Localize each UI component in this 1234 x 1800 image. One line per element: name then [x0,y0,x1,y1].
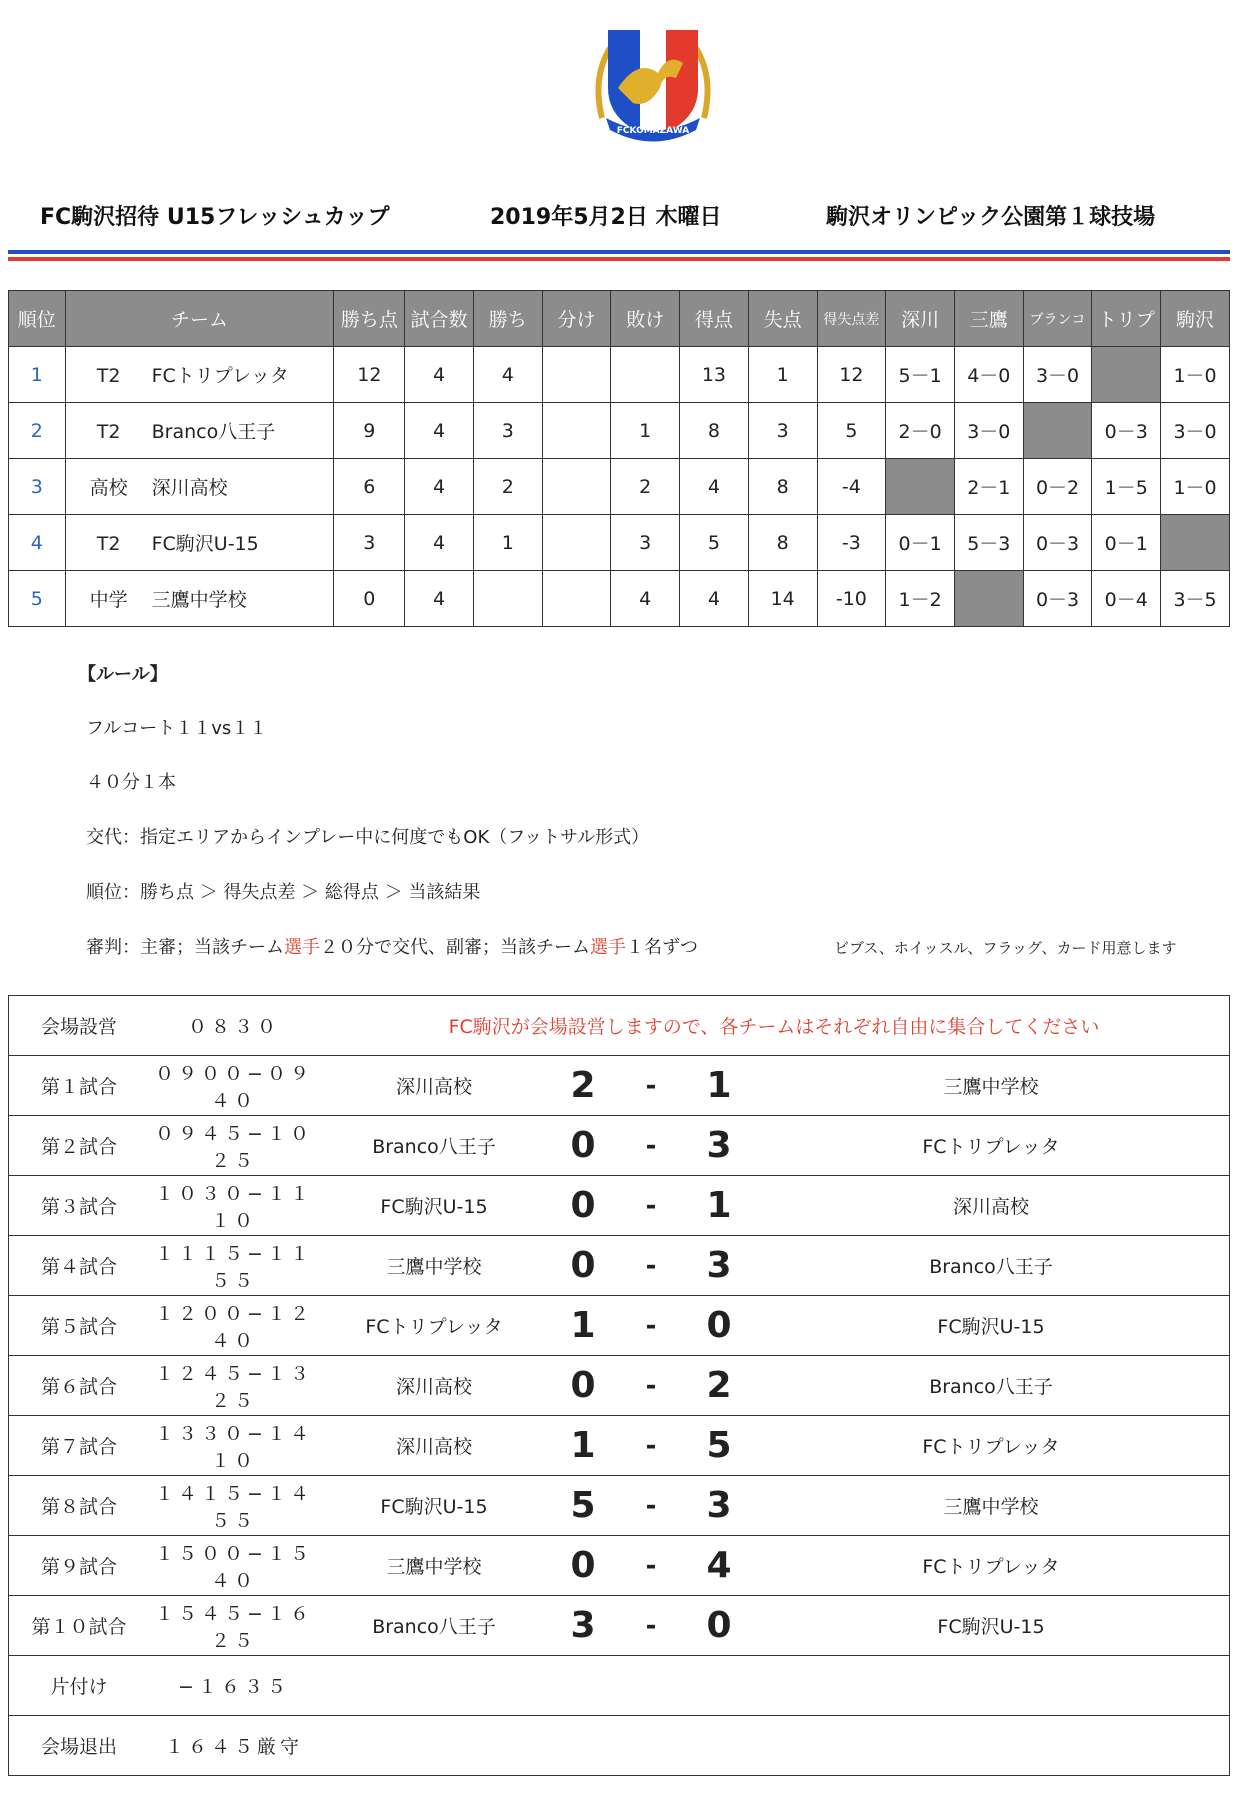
ref-text-b: ２０分で交代、副審；当該チーム [320,937,590,958]
result-cell: 3－5 [1161,571,1230,627]
home-score: 0 [549,1236,617,1296]
team-category: T2 [96,421,121,443]
rank-cell: 4 [9,515,66,571]
away-score: 3 [685,1116,753,1176]
match-time: １２００−１２４０ [149,1296,319,1356]
match-time: １１１５−１１５５ [149,1236,319,1296]
match-row [9,1236,1230,1296]
stat-w [473,571,542,627]
score-separator: - [617,1356,685,1416]
home-score: 0 [549,1536,617,1596]
self-match-cell [1161,515,1230,571]
match-row [9,1596,1230,1656]
exit-row-empty [319,1716,1230,1776]
result-cell: 5－1 [886,347,955,403]
ref-red-2: 選手 [590,937,626,958]
home-team: Branco八王子 [319,1596,549,1656]
stat-ga: 1 [748,347,817,403]
setup-label: 会場設営 [9,996,150,1056]
cleanup-row-time: −１６３５ [149,1656,319,1716]
exit-row [9,1716,1230,1776]
match-label: 第３試合 [9,1176,150,1236]
stat-pts: 6 [334,459,405,515]
score-separator: - [617,1176,685,1236]
rule-substitution: 交代：指定エリアからインプレー中に何度でもOK（フットサル形式） [86,827,650,848]
stat-ga: 3 [748,403,817,459]
event-date: 2019年5月2日 木曜日 [490,205,722,230]
stat-gd: -4 [817,459,886,515]
setup-row [9,996,1230,1056]
setup-note: FC駒沢が会場設営しますので、各チームはそれぞれ自由に集合してください [319,996,1230,1056]
stat-w: 3 [473,403,542,459]
result-cell: 3－0 [954,403,1023,459]
standings-header-cell: 得失点差 [817,291,886,347]
away-score: 3 [685,1476,753,1536]
away-score: 2 [685,1356,753,1416]
ref-red-1: 選手 [284,937,320,958]
away-score: 0 [685,1596,753,1656]
self-match-cell [1092,347,1161,403]
stat-played: 4 [405,459,474,515]
standings-header-cell: 敗け [611,291,680,347]
score-separator: - [617,1296,685,1356]
self-match-cell [1023,403,1092,459]
home-team: 深川高校 [319,1416,549,1476]
home-score: 0 [549,1176,617,1236]
team-name: Branco八王子 [151,421,276,443]
score-separator: - [617,1416,685,1476]
team-name: FCトリプレッタ [151,365,289,387]
home-team: Branco八王子 [319,1116,549,1176]
rule-duration: ４０分１本 [86,772,176,793]
away-team: FC駒沢U-15 [753,1596,1230,1656]
rule-ranking: 順位：勝ち点 ＞ 得失点差 ＞ 総得点 ＞ 当該結果 [86,882,481,903]
standings-header-cell: 順位 [9,291,66,347]
stat-l: 4 [611,571,680,627]
match-time: １４１５−１４５５ [149,1476,319,1536]
stat-gd: -3 [817,515,886,571]
match-row [9,1176,1230,1236]
stat-d [542,571,611,627]
match-row [9,1116,1230,1176]
standings-row [9,571,1230,627]
stat-d [542,403,611,459]
result-cell: 0－1 [1092,515,1161,571]
tricolor-divider [8,250,1230,261]
result-cell: 0－2 [1023,459,1092,515]
match-label: 第４試合 [9,1236,150,1296]
away-team: FC駒沢U-15 [753,1296,1230,1356]
stat-l [611,347,680,403]
match-row [9,1416,1230,1476]
home-team: 三鷹中学校 [319,1236,549,1296]
stat-w: 4 [473,347,542,403]
result-cell: 5－3 [954,515,1023,571]
team-cell [65,459,334,515]
result-cell: 0－1 [886,515,955,571]
stat-d [542,515,611,571]
team-name: 深川高校 [151,477,228,499]
stat-d [542,459,611,515]
cleanup-row [9,1656,1230,1716]
match-time: １５４５−１６２５ [149,1596,319,1656]
self-match-cell [886,459,955,515]
away-score: 4 [685,1536,753,1596]
match-time: １２４５−１３２５ [149,1356,319,1416]
event-venue: 駒沢オリンピック公園第１球技場 [826,205,1156,230]
match-row [9,1056,1230,1116]
stat-d [542,347,611,403]
match-time: ０９４５−１０２５ [149,1116,319,1176]
standings-table [8,290,1230,627]
result-cell: 3－0 [1161,403,1230,459]
stat-l: 1 [611,403,680,459]
home-team: 深川高校 [319,1356,549,1416]
score-separator: - [617,1116,685,1176]
stat-gd: -10 [817,571,886,627]
standings-row [9,347,1230,403]
stat-played: 4 [405,571,474,627]
stat-l: 3 [611,515,680,571]
away-team: FCトリプレッタ [753,1116,1230,1176]
logo-text: FCKOMAZAWA [616,126,690,136]
home-score: 0 [549,1356,617,1416]
standings-header-cell: 勝ち点 [334,291,405,347]
setup-time: ０８３０ [149,996,319,1056]
match-time: ０９００−０９４０ [149,1056,319,1116]
stat-l: 2 [611,459,680,515]
standings-header-row [9,291,1230,347]
away-team: 三鷹中学校 [753,1056,1230,1116]
standings-row [9,459,1230,515]
stat-pts: 12 [334,347,405,403]
stat-ga: 8 [748,515,817,571]
home-score: 3 [549,1596,617,1656]
standings-header-cell: ブランコ [1023,291,1092,347]
away-score: 0 [685,1296,753,1356]
standings-header-cell: 試合数 [405,291,474,347]
stat-played: 4 [405,403,474,459]
exit-row-label: 会場退出 [9,1716,150,1776]
stat-ga: 14 [748,571,817,627]
rule-equipment: ビブス、ホイッスル、フラッグ、カード用意します [834,939,1177,957]
standings-row [9,515,1230,571]
stat-gf: 5 [680,515,749,571]
team-name: 三鷹中学校 [151,589,247,611]
match-label: 第６試合 [9,1356,150,1416]
stat-w: 2 [473,459,542,515]
score-separator: - [617,1536,685,1596]
rule-court: フルコート１１vs１１ [86,718,268,739]
match-label: 第７試合 [9,1416,150,1476]
self-match-cell [954,571,1023,627]
stat-pts: 0 [334,571,405,627]
rank-cell: 2 [9,403,66,459]
match-row [9,1476,1230,1536]
home-team: FCトリプレッタ [319,1296,549,1356]
home-team: FC駒沢U-15 [319,1476,549,1536]
home-score: 2 [549,1056,617,1116]
result-cell: 1－0 [1161,347,1230,403]
team-name: FC駒沢U-15 [151,533,259,555]
score-separator: - [617,1236,685,1296]
result-cell: 4－0 [954,347,1023,403]
match-time: １５００−１５４０ [149,1536,319,1596]
team-cell [65,515,334,571]
rule-referee [86,933,698,959]
stat-gf: 13 [680,347,749,403]
cleanup-row-empty [319,1656,1230,1716]
match-label: 第８試合 [9,1476,150,1536]
cleanup-row-label: 片付け [9,1656,150,1716]
standings-header-cell: 三鷹 [954,291,1023,347]
result-cell: 1－2 [886,571,955,627]
team-category: 高校 [89,477,128,499]
away-score: 1 [685,1176,753,1236]
score-separator: - [617,1056,685,1116]
result-cell: 2－1 [954,459,1023,515]
standings-header-cell: 分け [542,291,611,347]
stat-played: 4 [405,515,474,571]
match-label: 第９試合 [9,1536,150,1596]
home-team: 三鷹中学校 [319,1536,549,1596]
standings-header-cell: チーム [65,291,334,347]
schedule-table [8,995,1230,1776]
match-label: 第１試合 [9,1056,150,1116]
away-team: FCトリプレッタ [753,1416,1230,1476]
match-label: 第１０試合 [9,1596,150,1656]
away-score: 3 [685,1236,753,1296]
team-category: T2 [96,365,121,387]
stat-gd: 5 [817,403,886,459]
standings-header-cell: 得点 [680,291,749,347]
stat-gf: 4 [680,571,749,627]
rules-title: 【ルール】 [78,664,168,685]
result-cell: 2－0 [886,403,955,459]
stat-gf: 8 [680,403,749,459]
match-time: １３３０−１４１０ [149,1416,319,1476]
team-cell [65,571,334,627]
standings-header-cell: トリプ [1092,291,1161,347]
stat-gf: 4 [680,459,749,515]
stat-w: 1 [473,515,542,571]
result-cell: 0－4 [1092,571,1161,627]
result-cell: 1－5 [1092,459,1161,515]
rank-cell: 3 [9,459,66,515]
team-cell [65,403,334,459]
ref-text-c: １名ずつ [626,937,698,958]
stat-ga: 8 [748,459,817,515]
team-category: 中学 [89,589,128,611]
rank-cell: 5 [9,571,66,627]
home-team: 深川高校 [319,1056,549,1116]
exit-row-time: １６４５厳守 [149,1716,319,1776]
team-category: T2 [96,533,121,555]
match-row [9,1356,1230,1416]
standings-header-cell: 勝ち [473,291,542,347]
away-team: Branco八王子 [753,1356,1230,1416]
away-team: Branco八王子 [753,1236,1230,1296]
stat-played: 4 [405,347,474,403]
away-score: 1 [685,1056,753,1116]
home-score: 1 [549,1416,617,1476]
standings-header-cell: 深川 [886,291,955,347]
stat-pts: 3 [334,515,405,571]
standings-row [9,403,1230,459]
home-score: 0 [549,1116,617,1176]
result-cell: 0－3 [1092,403,1161,459]
match-label: 第５試合 [9,1296,150,1356]
match-row [9,1536,1230,1596]
away-team: 三鷹中学校 [753,1476,1230,1536]
standings-header-cell: 駒沢 [1161,291,1230,347]
score-separator: - [617,1596,685,1656]
match-time: １０３０−１１１０ [149,1176,319,1236]
score-separator: - [617,1476,685,1536]
stat-pts: 9 [334,403,405,459]
away-team: FCトリプレッタ [753,1536,1230,1596]
rank-cell: 1 [9,347,66,403]
match-label: 第２試合 [9,1116,150,1176]
result-cell: 0－3 [1023,515,1092,571]
home-score: 1 [549,1296,617,1356]
match-row [9,1296,1230,1356]
result-cell: 0－3 [1023,571,1092,627]
fc-komazawa-logo [588,18,718,153]
away-score: 5 [685,1416,753,1476]
stat-gd: 12 [817,347,886,403]
result-cell: 3－0 [1023,347,1092,403]
standings-header-cell: 失点 [748,291,817,347]
team-cell [65,347,334,403]
event-title: FC駒沢招待 U15フレッシュカップ [40,205,390,230]
result-cell: 1－0 [1161,459,1230,515]
home-team: FC駒沢U-15 [319,1176,549,1236]
home-score: 5 [549,1476,617,1536]
ref-text-a: 審判：主審；当該チーム [86,937,284,958]
away-team: 深川高校 [753,1176,1230,1236]
